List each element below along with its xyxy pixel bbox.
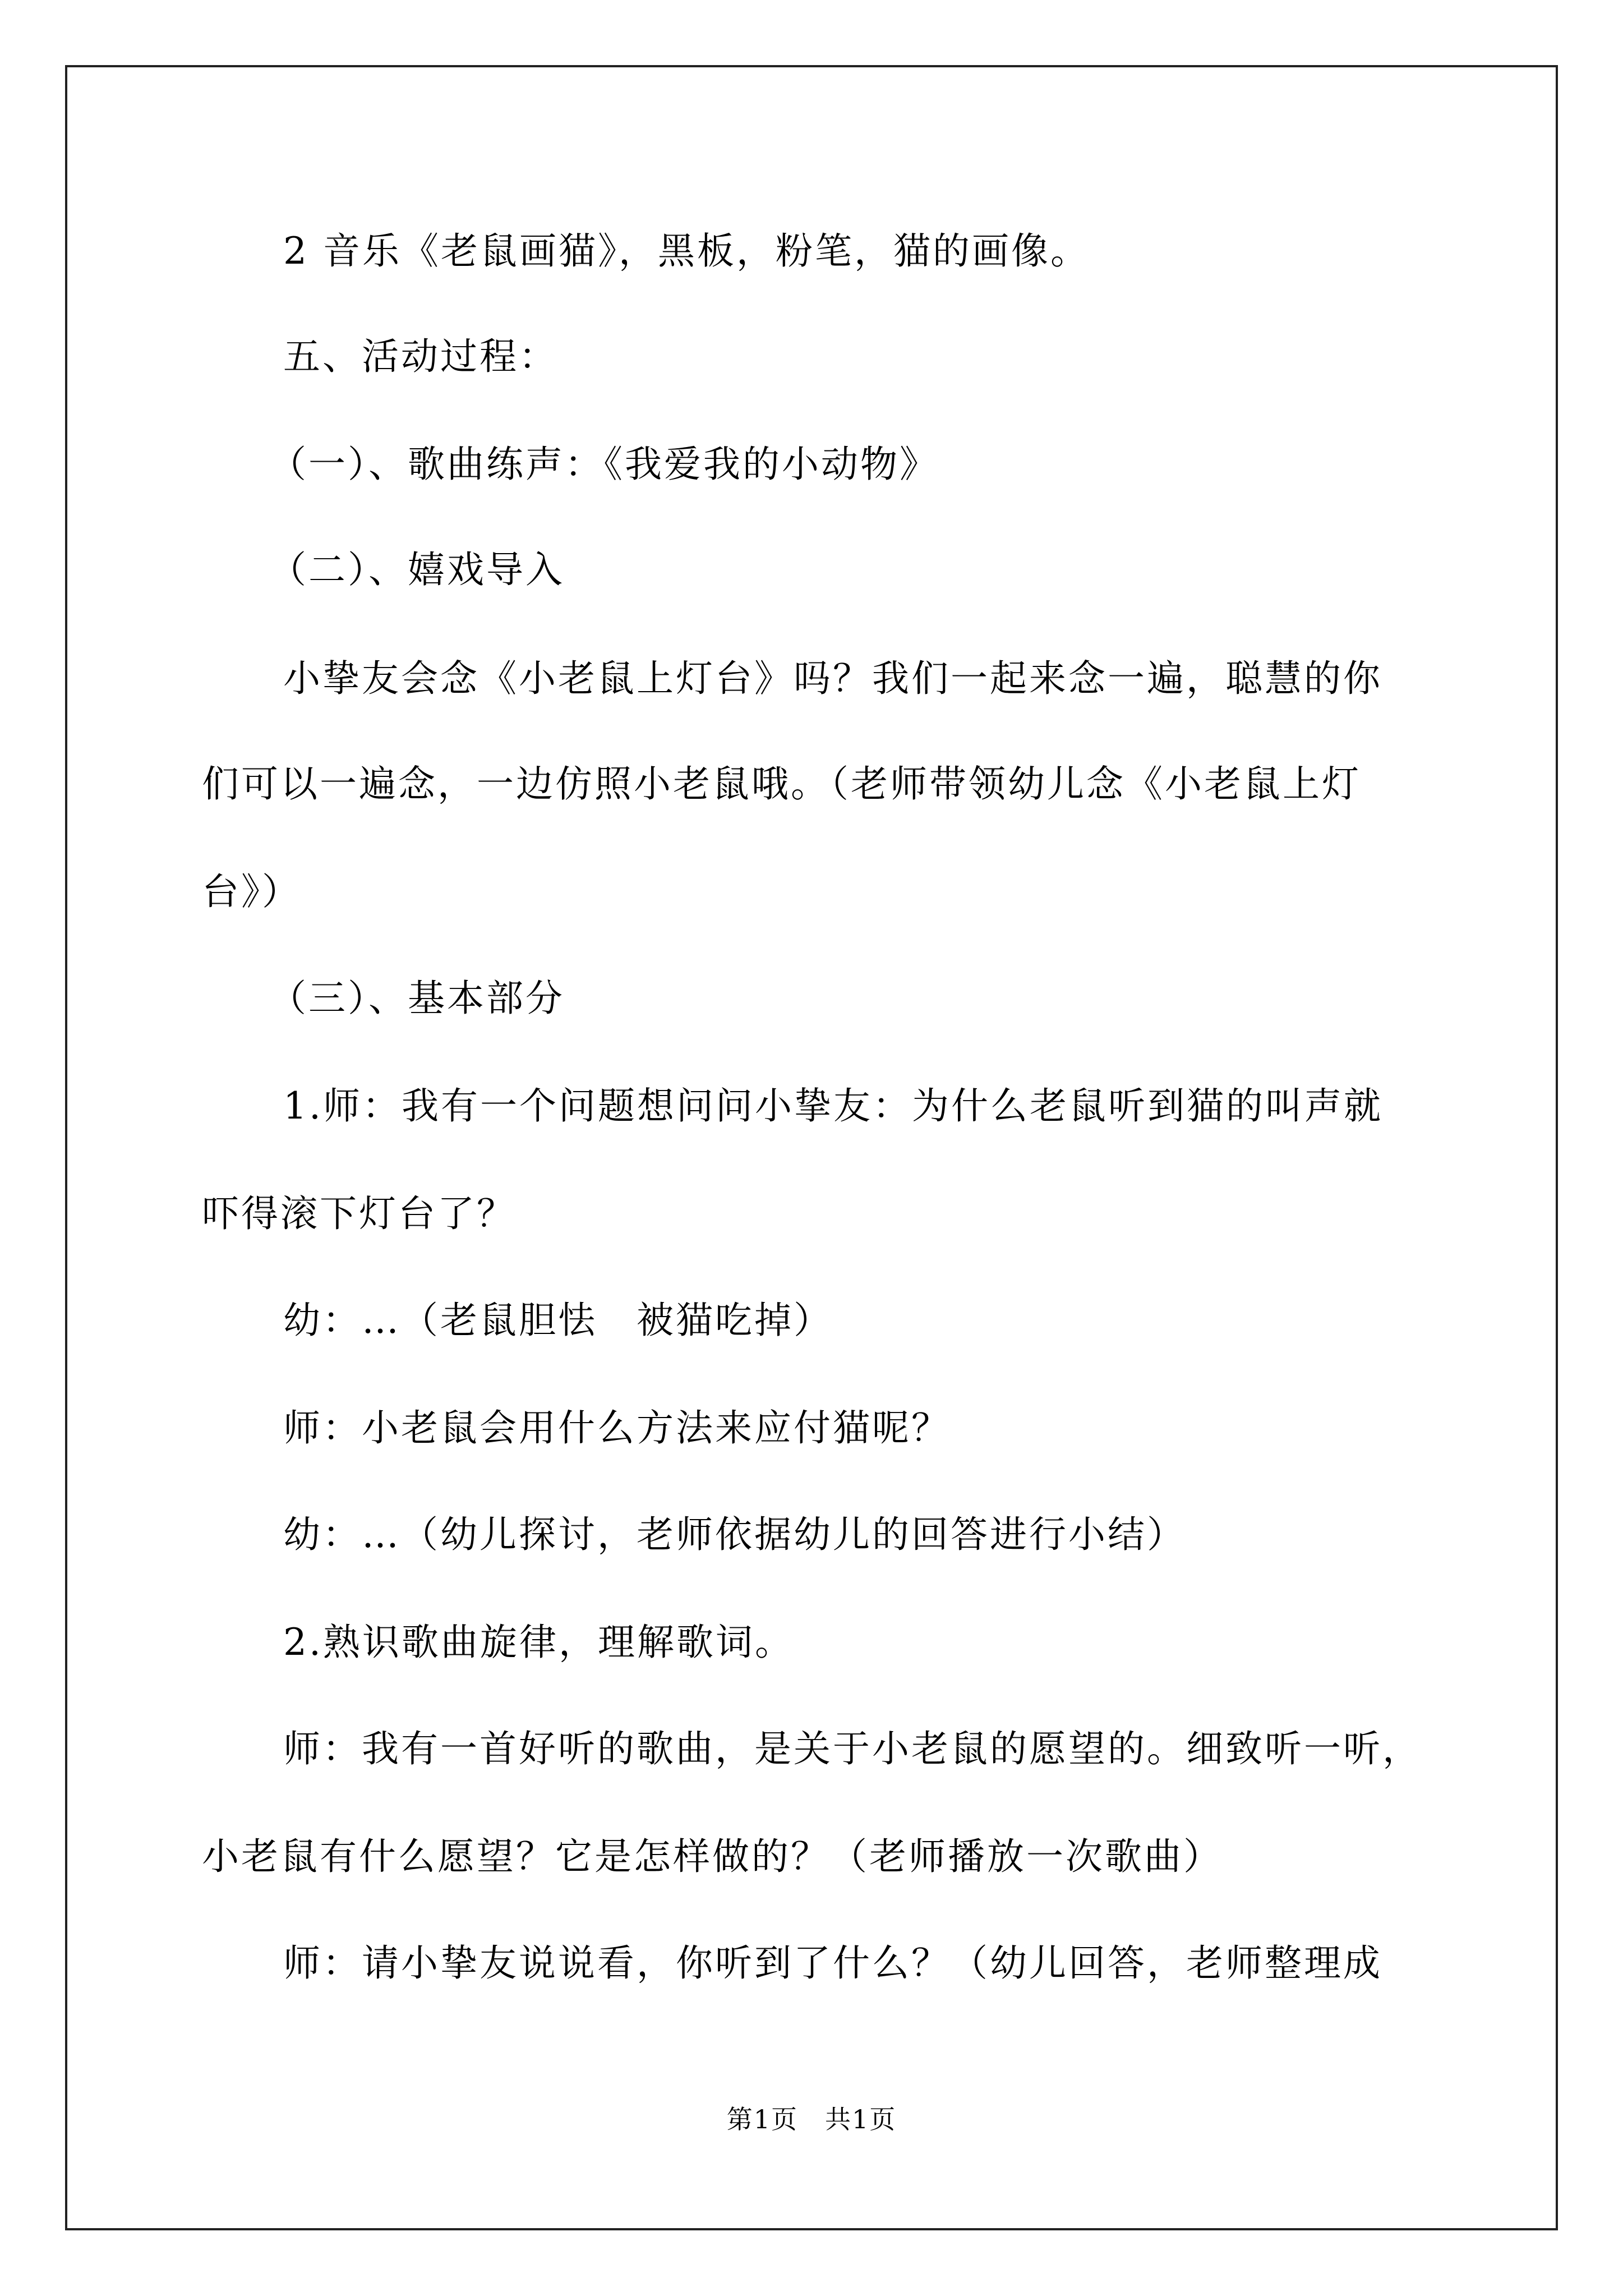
text-line: 们可以一遍念，一边仿照小老鼠哦。（老师带领幼儿念《小老鼠上灯 xyxy=(202,762,1361,806)
subsection-heading: （三）、基本部分 xyxy=(269,977,565,1020)
text-line: 2.熟识歌曲旋律，理解歌词。 xyxy=(283,1621,794,1664)
page-number-footer: 第1页 共1页 xyxy=(726,2104,897,2134)
text-line: 幼：…（幼儿探讨，老师依据幼儿的回答进行小结） xyxy=(283,1513,1186,1556)
text-line: 吓得滚下灯台了？ xyxy=(202,1192,516,1235)
text-line: 台》） xyxy=(202,870,301,913)
text-line: 2 音乐《老鼠画猫》，黑板，粉笔，猫的画像。 xyxy=(283,229,1090,273)
text-line: 幼：…（老鼠胆怯 被猫吃掉） xyxy=(283,1299,833,1342)
text-line: 小老鼠有什么愿望？它是怎样做的？（老师播放一次歌曲） xyxy=(202,1835,1223,1878)
text-line: 1.师：我有一个问题想问问小挚友：为什么老鼠听到猫的叫声就 xyxy=(283,1084,1383,1128)
text-line: 师：小老鼠会用什么方法来应付猫呢？ xyxy=(283,1406,951,1450)
subsection-heading: （二）、嬉戏导入 xyxy=(269,548,565,591)
text-line: 师：请小挚友说说看，你听到了什么？（幼儿回答，老师整理成 xyxy=(283,1941,1382,1985)
text-line: 师：我有一首好听的歌曲，是关于小老鼠的愿望的。细致听一听， xyxy=(283,1727,1422,1770)
subsection-heading: （一）、歌曲练声：《我爱我的小动物》 xyxy=(269,443,939,486)
text-line: 小挚友会念《小老鼠上灯台》吗？我们一起来念一遍，聪慧的你 xyxy=(283,657,1382,700)
section-heading: 五、活动过程： xyxy=(283,335,558,378)
